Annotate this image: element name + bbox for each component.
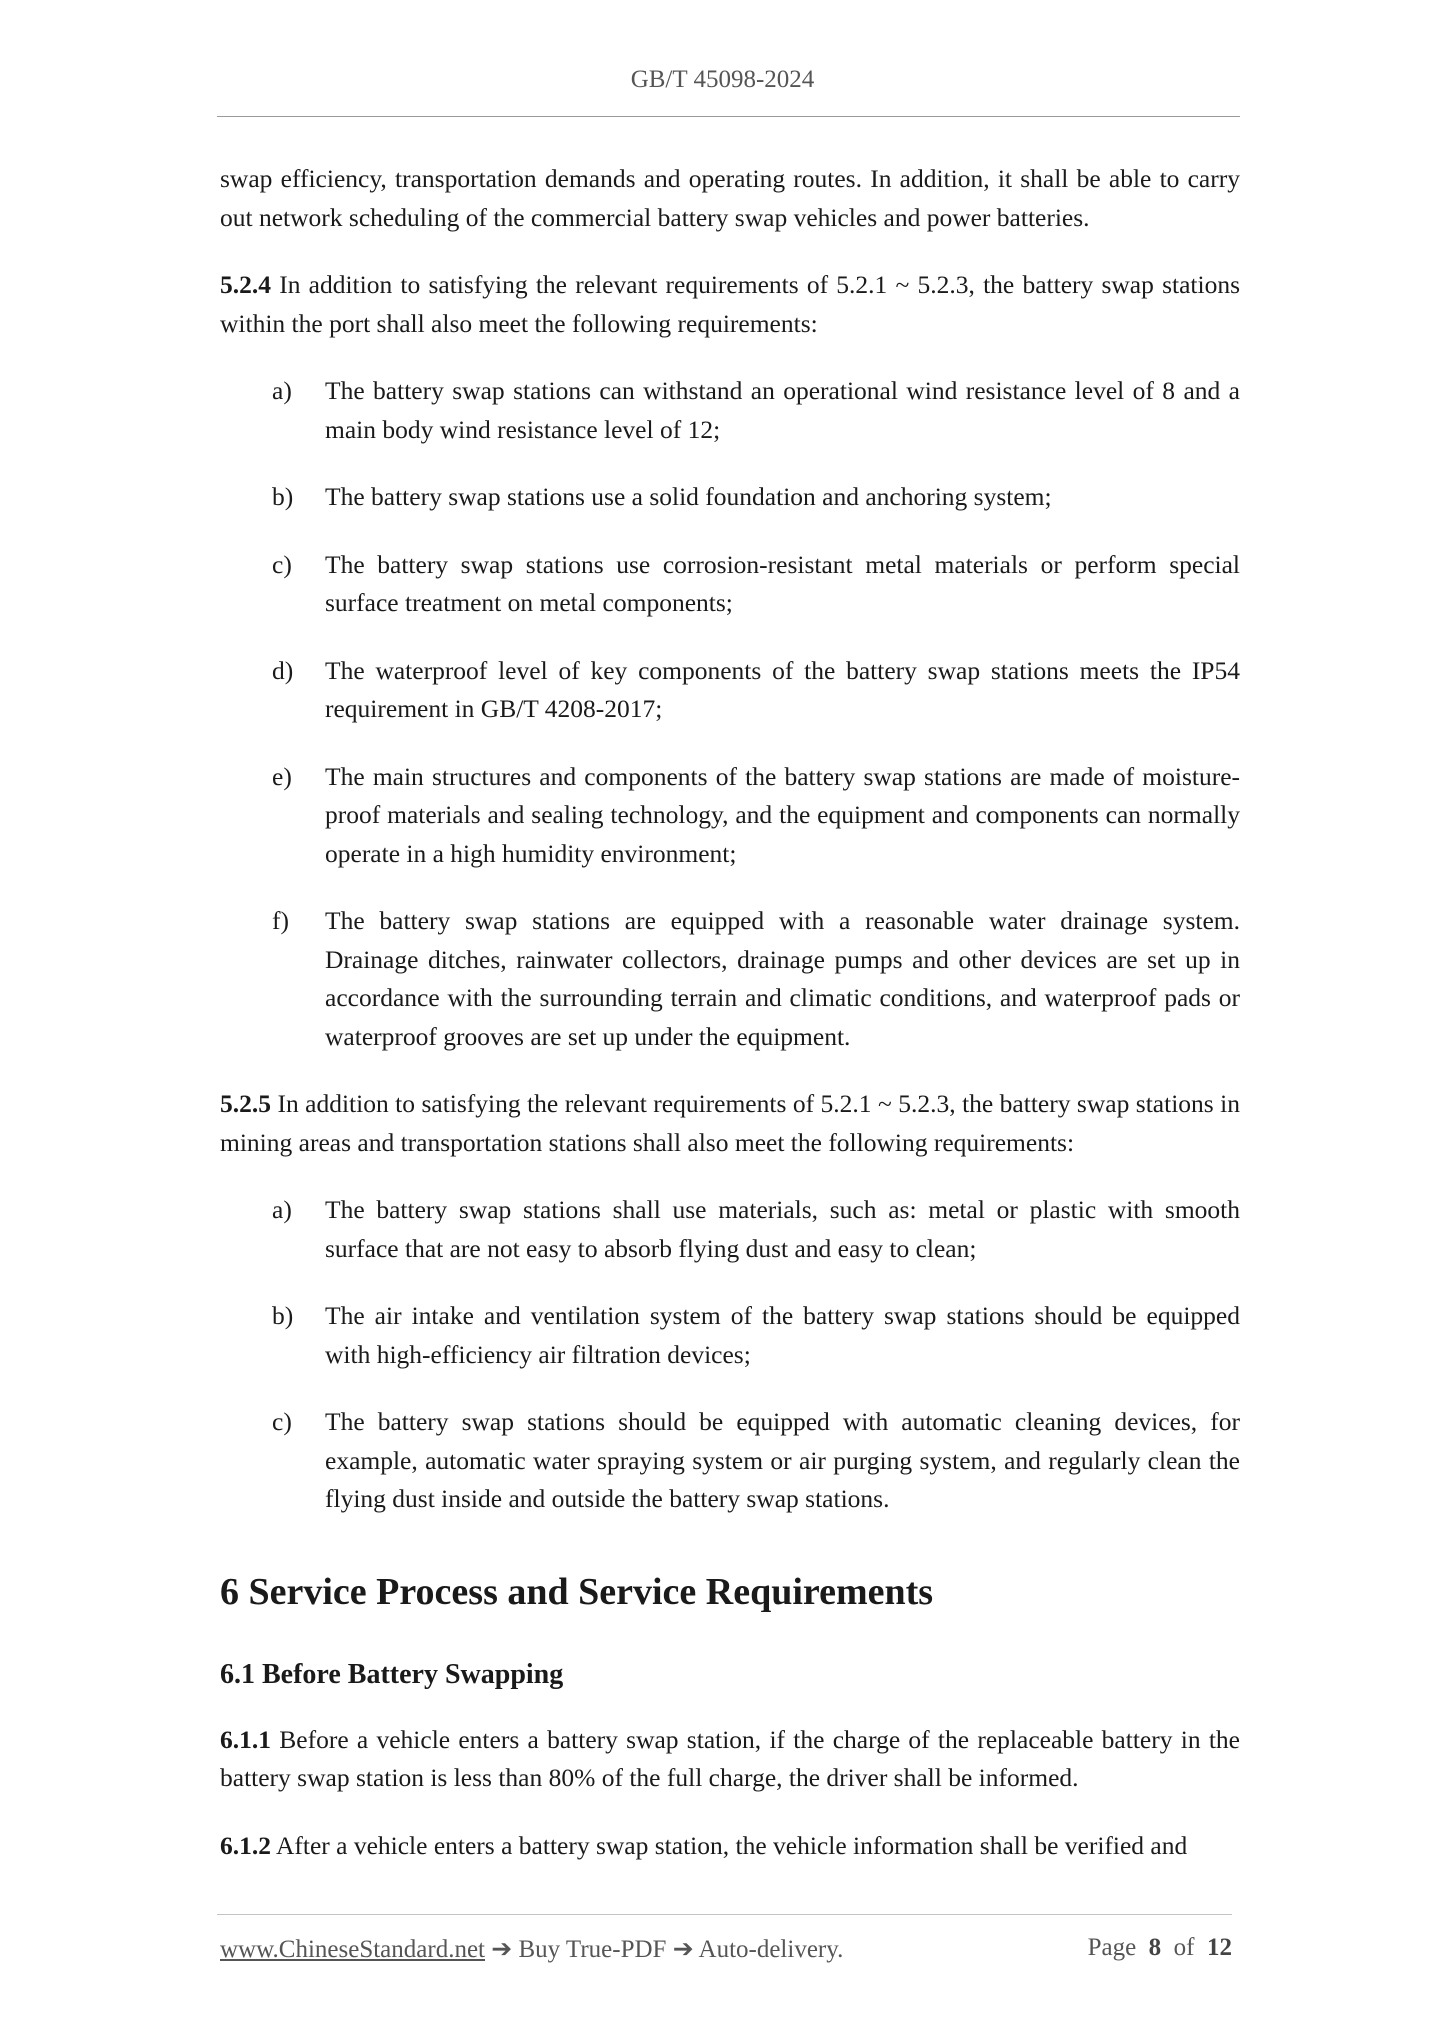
clause-5-2-4 (220, 266, 1240, 343)
website-link[interactable]: www.ChineseStandard.net (220, 1936, 485, 1963)
clause-6-1-2 (220, 1827, 1240, 1866)
paragraph-intro: swap efficiency, transportation demands and operating routes. In addition, it shall be able to carry out network scheduling of the commercial battery swap vehicles and power batteries. (220, 164, 1240, 232)
page-indicator (1088, 1934, 1232, 1962)
list-item-text: The battery swap stations are equipped with a reasonable water drainage system. Drainage ditches, rainwater collectors, drainage pumps and other devices are set up in accordance with the surrounding terrain and climatic conditions, and waterproof pads or waterproof grooves are set up under the equipment. (325, 906, 1240, 1051)
clause-text: In addition to satisfying the relevant requirements of 5.2.1 ~ 5.2.3, the battery swap stations within the port shall also meet the following requirements: (220, 270, 1240, 338)
list-item (220, 372, 1240, 449)
of-label: of (1173, 1934, 1195, 1961)
list-item-text: The waterproof level of key components of the battery swap stations meets the IP54 requirement in GB/T 4208-2017; (325, 655, 1240, 723)
subsection-heading-6-1: 6.1 Before Battery Swapping (220, 1658, 564, 1690)
list-item-label: f) (272, 906, 289, 935)
list-item (220, 652, 1240, 729)
clause-text: In addition to satisfying the relevant requirements of 5.2.1 ~ 5.2.3, the battery swap stations in mining areas and transportation stations shall also meet the following requirements: (220, 1089, 1240, 1157)
list-item-label: d) (272, 655, 294, 685)
list-item (220, 758, 1240, 874)
buy-pdf-text: Buy True-PDF (518, 1936, 667, 1963)
list-item (220, 1297, 1240, 1374)
list-item (220, 546, 1240, 623)
page-number: 8 (1148, 1934, 1162, 1961)
list-item-label: c) (272, 549, 292, 579)
list-item-text: The battery swap stations should be equipped with automatic cleaning devices, for example, automatic water spraying system or air purging system, and regularly clean the flying dust inside and outside the battery swap stations. (325, 1407, 1240, 1513)
clause-text: Before a vehicle enters a battery swap station, if the charge of the replaceable battery in the battery swap station is less than 80% of the full charge, the driver shall be informed. (220, 1724, 1240, 1792)
list-item (220, 902, 1240, 1056)
section-heading-6: 6 Service Process and Service Requirements (220, 1570, 934, 1613)
clause-number: 6.1.2 (220, 1830, 271, 1860)
list-item-label: c) (272, 1407, 292, 1436)
header-title: GB/T 45098-2024 (630, 66, 815, 93)
document-body (220, 160, 1240, 1894)
list-item-label: a) (272, 1195, 292, 1224)
page-label: Page (1087, 1934, 1137, 1961)
clause-number: 5.2.4 (220, 270, 271, 299)
auto-delivery-text: Auto-delivery. (698, 1936, 844, 1963)
page-total: 12 (1207, 1934, 1232, 1961)
footer-divider (217, 1914, 1232, 1915)
list-item-text: The battery swap stations can withstand an operational wind resistance level of 8 and a main body wind resistance level of 12; (325, 376, 1240, 444)
list-item-label: e) (272, 761, 292, 791)
list-item (220, 1191, 1240, 1268)
arrow-right-icon: ➔ (485, 1936, 519, 1963)
list-item-text: The battery swap stations shall use materials, such as: metal or plastic with smooth surface that are not easy to absorb flying dust and easy to clean; (325, 1195, 1240, 1263)
header-divider (217, 116, 1240, 117)
list-item-text: The main structures and components of the battery swap stations are made of moisture-proof materials and sealing technology, and the equipment and components can normally operate in a high humidity environment; (325, 761, 1240, 868)
clause-number: 5.2.5 (220, 1089, 271, 1118)
list-item (220, 1403, 1240, 1519)
clause-5-2-5 (220, 1085, 1240, 1162)
list-item-text: The battery swap stations use a solid foundation and anchoring system; (325, 482, 1052, 511)
list-item-text: The air intake and ventilation system of the battery swap stations should be equipped with high-efficiency air filtration devices; (325, 1301, 1240, 1369)
clause-number: 6.1.1 (220, 1724, 271, 1754)
list-item-label: b) (272, 1301, 294, 1330)
footer-promo (220, 1934, 843, 1964)
list-item-label: a) (272, 376, 292, 405)
clause-6-1-1 (220, 1721, 1240, 1798)
list-item (220, 478, 1240, 517)
clause-text: After a vehicle enters a battery swap station, the vehicle information shall be verified and (271, 1830, 1188, 1860)
list-item-label: b) (272, 482, 294, 511)
list-item-text: The battery swap stations use corrosion-resistant metal materials or perform special surface treatment on metal components; (325, 549, 1240, 617)
arrow-right-icon: ➔ (666, 1936, 699, 1963)
